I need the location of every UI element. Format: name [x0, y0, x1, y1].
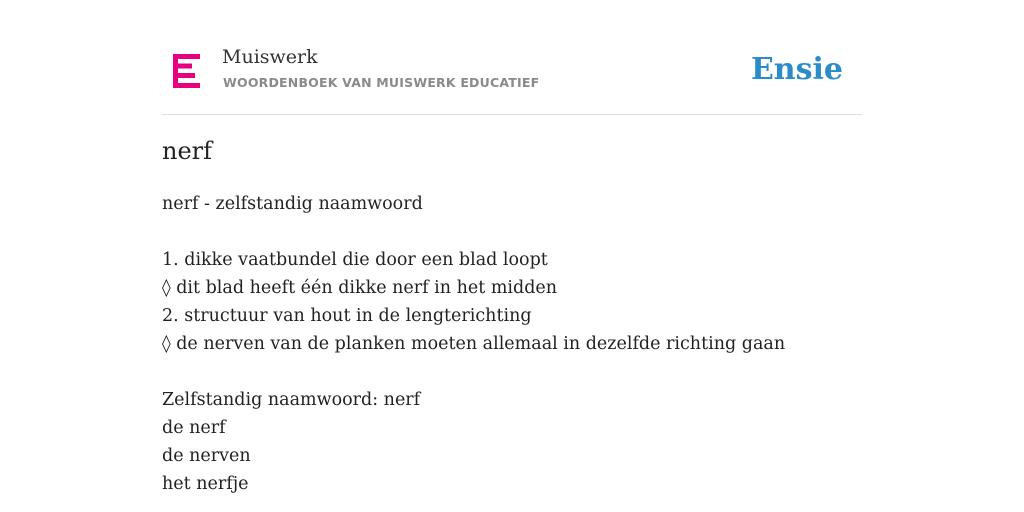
site-header [162, 0, 862, 115]
form-diminutive: het nerfje [162, 474, 249, 494]
definition-2: 2. structuur van hout in de lengterichting [162, 306, 532, 326]
form-heading: Zelfstandig naamwoord: nerf [162, 390, 421, 410]
example-1: ◊ dit blad heeft één dikke nerf in het midden [162, 278, 558, 298]
ensie-brand-link[interactable]: Ensie [750, 52, 843, 87]
form-plural: de nerven [162, 446, 251, 466]
definition-1: 1. dikke vaatbundel die door een blad loopt [162, 250, 548, 270]
example-2: ◊ de nerven van de planken moeten allemaal in dezelfde richting gaan [162, 334, 786, 354]
muiswerk-logo-icon[interactable] [173, 54, 200, 88]
entry-body [162, 190, 785, 498]
spacer [162, 358, 785, 386]
source-subtitle: WOORDENBOEK VAN MUISWERK EDUCATIEF [223, 75, 540, 90]
source-name[interactable]: Muiswerk [222, 46, 318, 68]
spacer [162, 218, 785, 246]
form-singular: de nerf [162, 418, 226, 438]
entry-title: nerf [162, 137, 213, 165]
part-of-speech-line: nerf - zelfstandig naamwoord [162, 194, 423, 214]
